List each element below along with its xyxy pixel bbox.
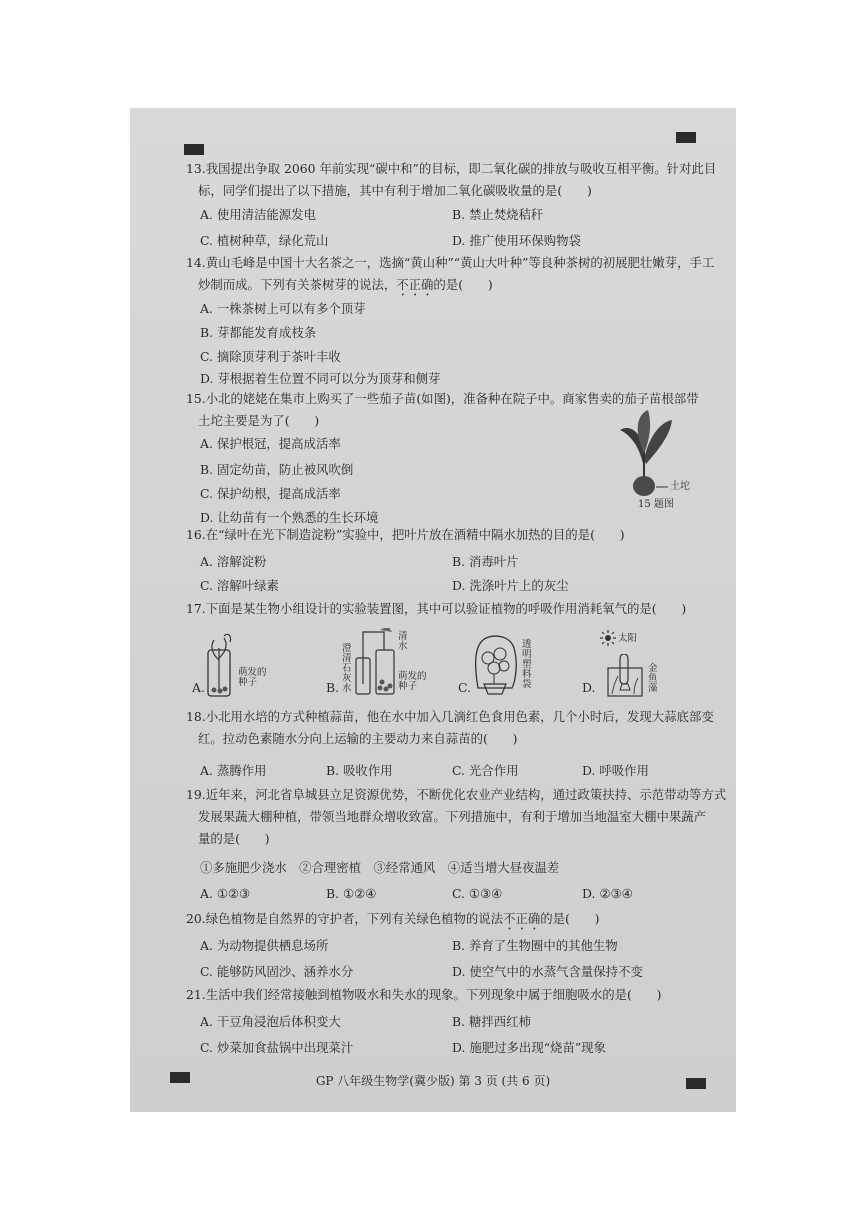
question-text: 发展果蔬大棚种植，带领当地群众增收致富。下列措施中，有利于增加当地温室大棚中果蔬产 [198, 809, 707, 824]
figure-letter-a: A. [192, 680, 205, 695]
option-b: B. 固定幼苗，防止被风吹倒 [200, 462, 354, 477]
figure-caption: 15 题图 [638, 499, 674, 510]
sun-icon [600, 630, 616, 646]
question-text: 21.生活中我们经常接触到植物吸水和失水的现象。下列现象中属于细胞吸水的是( ) [186, 987, 662, 1002]
question-text-part: 炒制而成。下列有关茶树芽的说法， [198, 277, 397, 292]
figure-letter-c: C. [458, 680, 471, 695]
option-d: D. 洗涤叶片上的灰尘 [452, 578, 569, 593]
test-tube-icon [606, 654, 646, 698]
option-b: B. ①②④ [326, 886, 377, 901]
option-d: D. 推广使用环保购物袋 [452, 233, 581, 248]
jar-icon [204, 630, 234, 698]
question-text: 13.我国提出争取 2060 年前实现“碳中和”的目标，即二氧化碳的排放与吸收互相平衡。针对此目 [186, 161, 717, 176]
option-a: A. 保护根冠，提高成活率 [200, 436, 341, 451]
question-text: 红。拉动色素随水分向上运输的主要动力来自蒜苗的( ) [198, 731, 518, 746]
option-c: C. 光合作用 [452, 763, 519, 778]
option-b: B. 吸收作用 [326, 763, 393, 778]
option-c: C. 植树种草，绿化荒山 [200, 233, 329, 248]
figure-label: 金鱼藻 [648, 663, 658, 694]
question-16 [186, 524, 625, 546]
figure-label: 清水 [398, 631, 408, 652]
option-d: D. 使空气中的水蒸气含量保持不变 [452, 964, 643, 979]
figure-label: 澄清石灰水 [342, 643, 352, 694]
option-a: A. 为动物提供栖息场所 [200, 938, 329, 953]
option-a: A. 蒸腾作用 [200, 763, 267, 778]
flask-icon [354, 628, 396, 698]
question-20 [186, 908, 600, 933]
option-c: C. 摘除顶芽利于茶叶丰收 [200, 349, 341, 364]
exam-page [130, 108, 736, 1112]
option-a: A. 干豆角浸泡后体积变大 [200, 1014, 341, 1029]
question-21 [186, 984, 661, 1006]
question-text: 14.黄山毛峰是中国十大名茶之一，选摘“黄山种”“黄山大叶种”等良种茶树的初展肥壮嫩芽，手工 [186, 255, 715, 270]
option-b: B. 禁止焚烧秸秆 [452, 207, 544, 222]
question-text: 16.在“绿叶在光下制造淀粉”实验中，把叶片放在酒精中隔水加热的目的是( ) [186, 527, 625, 542]
question-text-part: 20.绿色植物是自然界的守护者，下列有关绿色植物的说法 [186, 911, 504, 926]
option-a: A. ①②③ [200, 886, 251, 901]
plastic-bag-icon [472, 634, 518, 696]
question-text [186, 274, 714, 299]
question-text: 15.小北的姥姥在集市上购买了一些茄子苗(如图)，准备种在院子中。商家售卖的茄子苗根部带 [186, 391, 699, 406]
question-text: 标，同学们提出了以下措施，其中有利于增加二氧化碳吸收量的是( ) [198, 183, 592, 198]
option-b: B. 消毒叶片 [452, 554, 519, 569]
page-footer: GP 八年级生物学(冀少版) 第 3 页 (共 6 页) [315, 1074, 551, 1088]
seedling-icon [614, 408, 674, 500]
figure-letter-b: B. [326, 680, 340, 695]
question-text-part: 的是( ) [433, 277, 493, 292]
question-13 [186, 158, 716, 202]
question-17 [186, 598, 686, 620]
figure-letter-d: D. [582, 680, 596, 695]
option-d: D. 呼吸作用 [582, 763, 649, 778]
question-14 [186, 252, 714, 299]
option-c: C. ①③④ [452, 886, 503, 901]
option-c: C. 溶解叶绿素 [200, 578, 279, 593]
option-a: A. 使用清洁能源发电 [200, 207, 316, 222]
question-19 [186, 784, 726, 850]
emphasis-not-correct: 不正确 [503, 911, 541, 926]
option-b: B. 糖拌西红柿 [452, 1014, 531, 1029]
figure-label: 太阳 [618, 633, 638, 644]
option-d: D. 施肥过多出现“烧苗”现象 [452, 1040, 606, 1055]
option-d: D. 让幼苗有一个熟悉的生长环境 [200, 510, 379, 525]
emphasis-not-correct: 不正确 [396, 277, 434, 292]
question-text-part: 的是( ) [540, 911, 600, 926]
question-text: 17.下面是某生物小组设计的实验装置图，其中可以验证植物的呼吸作用消耗氧气的是( ) [186, 601, 687, 616]
option-a: A. 一株茶树上可以有多个顶芽 [200, 301, 366, 316]
question-text: 量的是( ) [198, 831, 270, 846]
option-c: C. 炒菜加食盐锅中出现菜汁 [200, 1040, 354, 1055]
option-d: D. 芽根据着生位置不同可以分为顶芽和侧芽 [200, 371, 441, 386]
question-text: 18.小北用水培的方式种植蒜苗，他在水中加入几滴红色食用色素，几个小时后，发现大蒜底部变 [186, 709, 714, 724]
option-c: C. 保护幼根，提高成活率 [200, 486, 341, 501]
figure-label: 透明塑料袋 [522, 639, 532, 690]
option-c: C. 能够防风固沙、涵养水分 [200, 964, 354, 979]
question-text: 19.近年来，河北省阜城县立足资源优势，不断优化农业产业结构，通过政策扶持、示范带动等方式 [186, 787, 727, 802]
option-b: B. 芽都能发育成枝条 [200, 325, 317, 340]
question-18 [186, 706, 714, 750]
option-b: B. 养育了生物圈中的其他生物 [452, 938, 618, 953]
registration-mark [676, 132, 696, 143]
question-text [186, 908, 600, 933]
measures-list: ①多施肥少浇水 ②合理密植 ③经常通风 ④适当增大昼夜温差 [200, 860, 560, 875]
figure-label: 萌发的种子 [238, 667, 267, 688]
figure-label: 萌发的种子 [398, 671, 427, 692]
option-d: D. ②③④ [582, 886, 633, 901]
option-a: A. 溶解淀粉 [200, 554, 267, 569]
question-text: 土坨主要是为了( ) [198, 413, 320, 428]
figure-label-soil-ball: 土坨 [670, 481, 690, 492]
registration-mark [184, 144, 204, 155]
